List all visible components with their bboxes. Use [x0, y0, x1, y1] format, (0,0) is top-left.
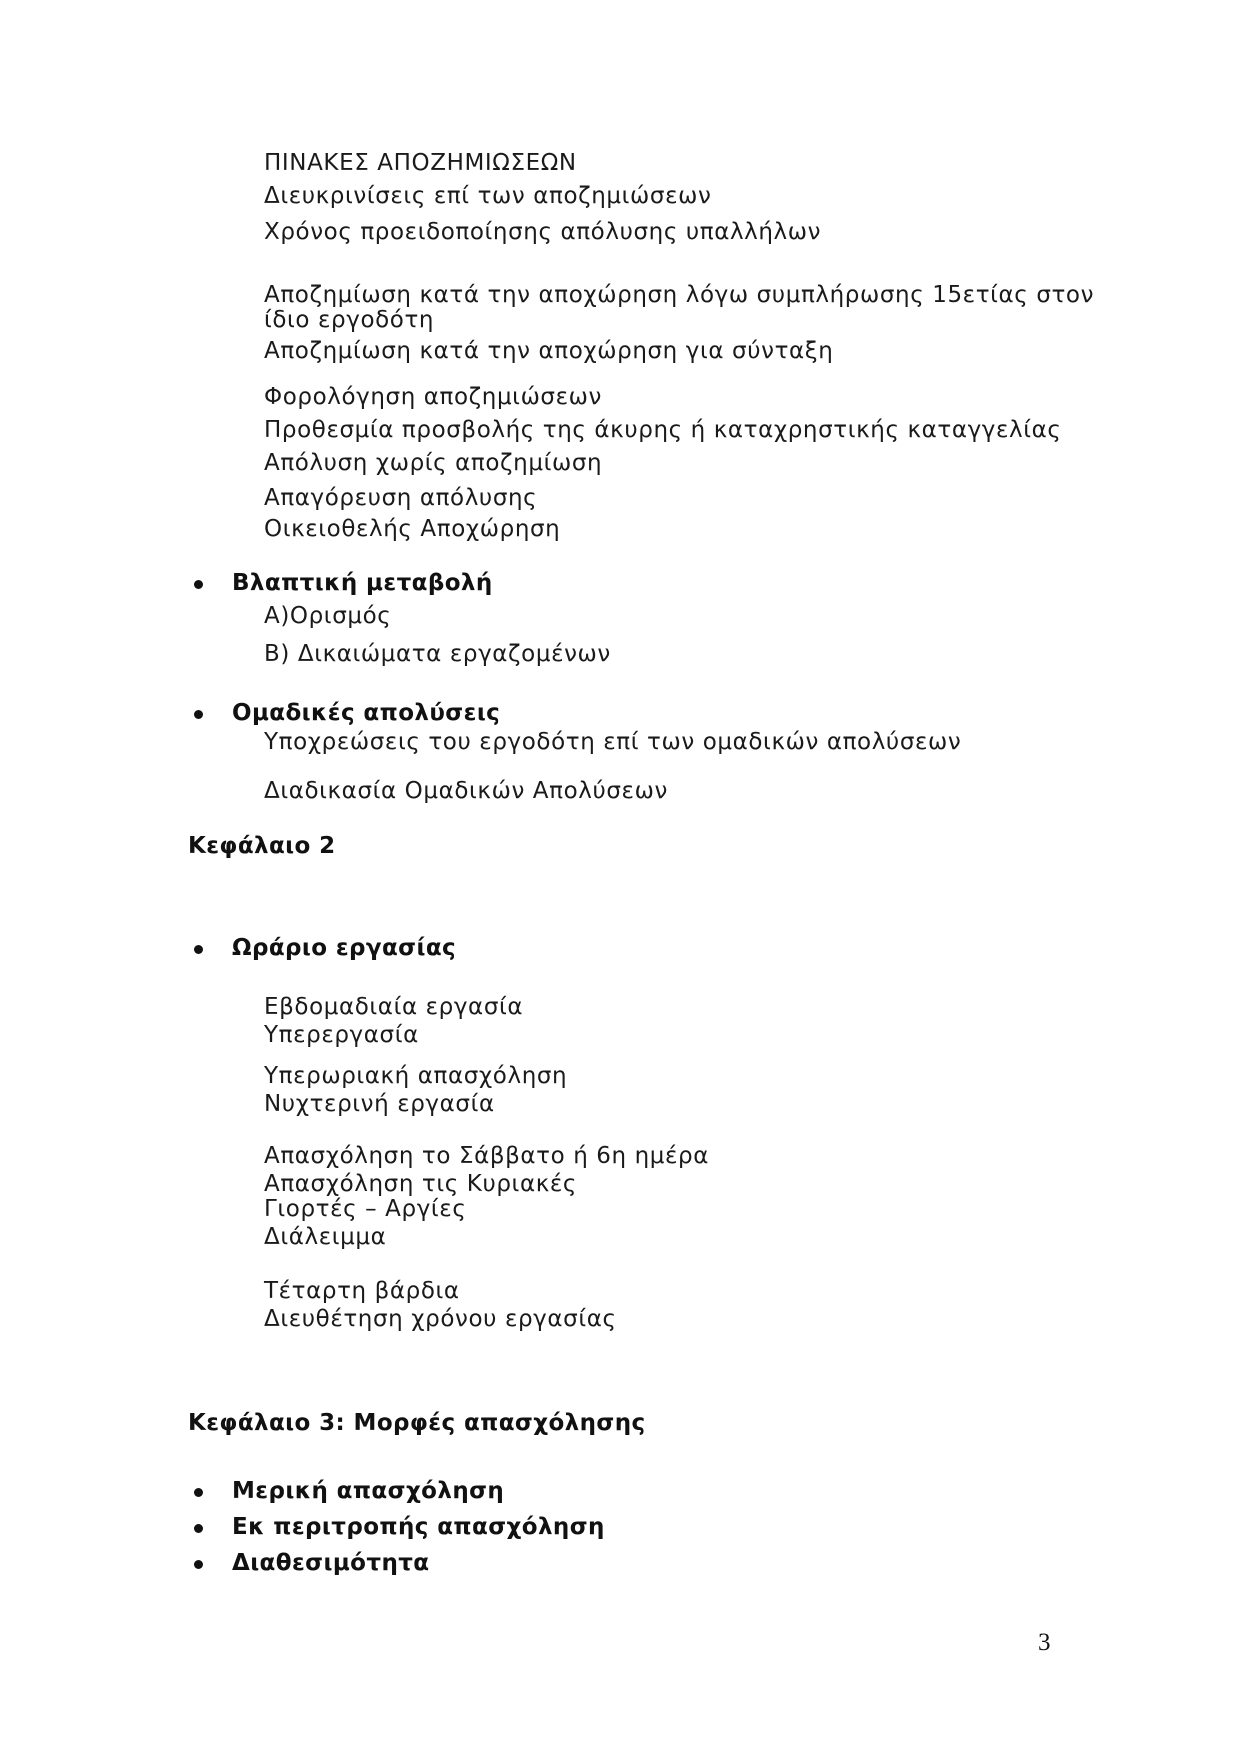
toc-entry-definition: Α)Ορισμός [264, 603, 392, 629]
toc-entry-extra-work: Υπερεργασία [264, 1022, 419, 1048]
toc-entry-compensation-taxation: Φορολόγηση αποζημιώσεων [264, 384, 602, 410]
toc-entry-collective-procedure: Διαδικασία Ομαδικών Απολύσεων [264, 778, 668, 804]
toc-entry-compensation-clarifications: Διευκρινίσεις επί των αποζημιώσεων [264, 183, 712, 209]
toc-entry-working-time-arrangement: Διευθέτηση χρόνου εργασίας [264, 1306, 617, 1332]
bullet-working-hours [194, 945, 203, 954]
section-availability-title: Διαθεσιμότητα [232, 1550, 430, 1576]
chapter-2-heading: Κεφάλαιο 2 [188, 833, 336, 859]
toc-entry-sunday-work: Απασχόληση τις Κυριακές [264, 1171, 577, 1197]
toc-entry-holidays: Γιορτές – Αργίες [264, 1196, 467, 1222]
toc-entry-saturday-work: Απασχόληση το Σάββατο ή 6η ημέρα [264, 1143, 710, 1169]
section-collective-dismissals-title: Ομαδικές απολύσεις [232, 700, 501, 726]
toc-entry-fourth-shift: Τέταρτη βάρδια [264, 1278, 460, 1304]
toc-entry-employee-rights: Β) Δικαιώματα εργαζομένων [264, 641, 611, 667]
toc-entry-challenge-deadline: Προθεσμία προσβολής της άκυρης ή καταχρηστικής καταγγελίας [264, 417, 1062, 443]
toc-entry-voluntary-resignation: Οικειοθελής Αποχώρηση [264, 516, 561, 542]
toc-entry-notice-period: Χρόνος προειδοποίησης απόλυσης υπαλλήλων [264, 219, 822, 245]
bullet-part-time [194, 1488, 203, 1497]
toc-entry-compensation-tables: ΠΙΝΑΚΕΣ ΑΠΟΖΗΜΙΩΣΕΩΝ [264, 150, 577, 176]
toc-entry-dismissal-prohibition: Απαγόρευση απόλυσης [264, 485, 538, 511]
bullet-collective-dismissals [194, 710, 203, 719]
bullet-rotational [194, 1524, 203, 1533]
toc-entry-15-year-compensation-cont: ίδιο εργοδότη [264, 307, 435, 333]
toc-entry-employer-obligations: Υποχρεώσεις του εργοδότη επί των ομαδικών απολύσεων [264, 729, 962, 755]
chapter-3-heading: Κεφάλαιο 3: Μορφές απασχόλησης [188, 1410, 646, 1436]
section-part-time-title: Μερική απασχόληση [232, 1478, 505, 1504]
toc-entry-15-year-compensation: Αποζημίωση κατά την αποχώρηση λόγω συμπλήρωσης 15ετίας στον [264, 282, 1095, 308]
toc-entry-weekly-work: Εβδομαδιαία εργασία [264, 994, 524, 1020]
toc-entry-overtime: Υπερωριακή απασχόληση [264, 1063, 568, 1089]
toc-entry-night-work: Νυχτερινή εργασία [264, 1091, 495, 1117]
toc-entry-retirement-compensation: Αποζημίωση κατά την αποχώρηση για σύνταξη [264, 338, 834, 364]
toc-entry-break: Διάλειμμα [264, 1224, 387, 1250]
page-number: 3 [1038, 1629, 1051, 1656]
bullet-harmful-change [194, 580, 203, 589]
toc-entry-dismissal-without-compensation: Απόλυση χωρίς αποζημίωση [264, 450, 603, 476]
section-rotational-title: Εκ περιτροπής απασχόληση [232, 1514, 605, 1540]
bullet-availability [194, 1560, 203, 1569]
section-harmful-change-title: Βλαπτική μεταβολή [232, 570, 493, 596]
section-working-hours-title: Ωράριο εργασίας [232, 935, 457, 961]
